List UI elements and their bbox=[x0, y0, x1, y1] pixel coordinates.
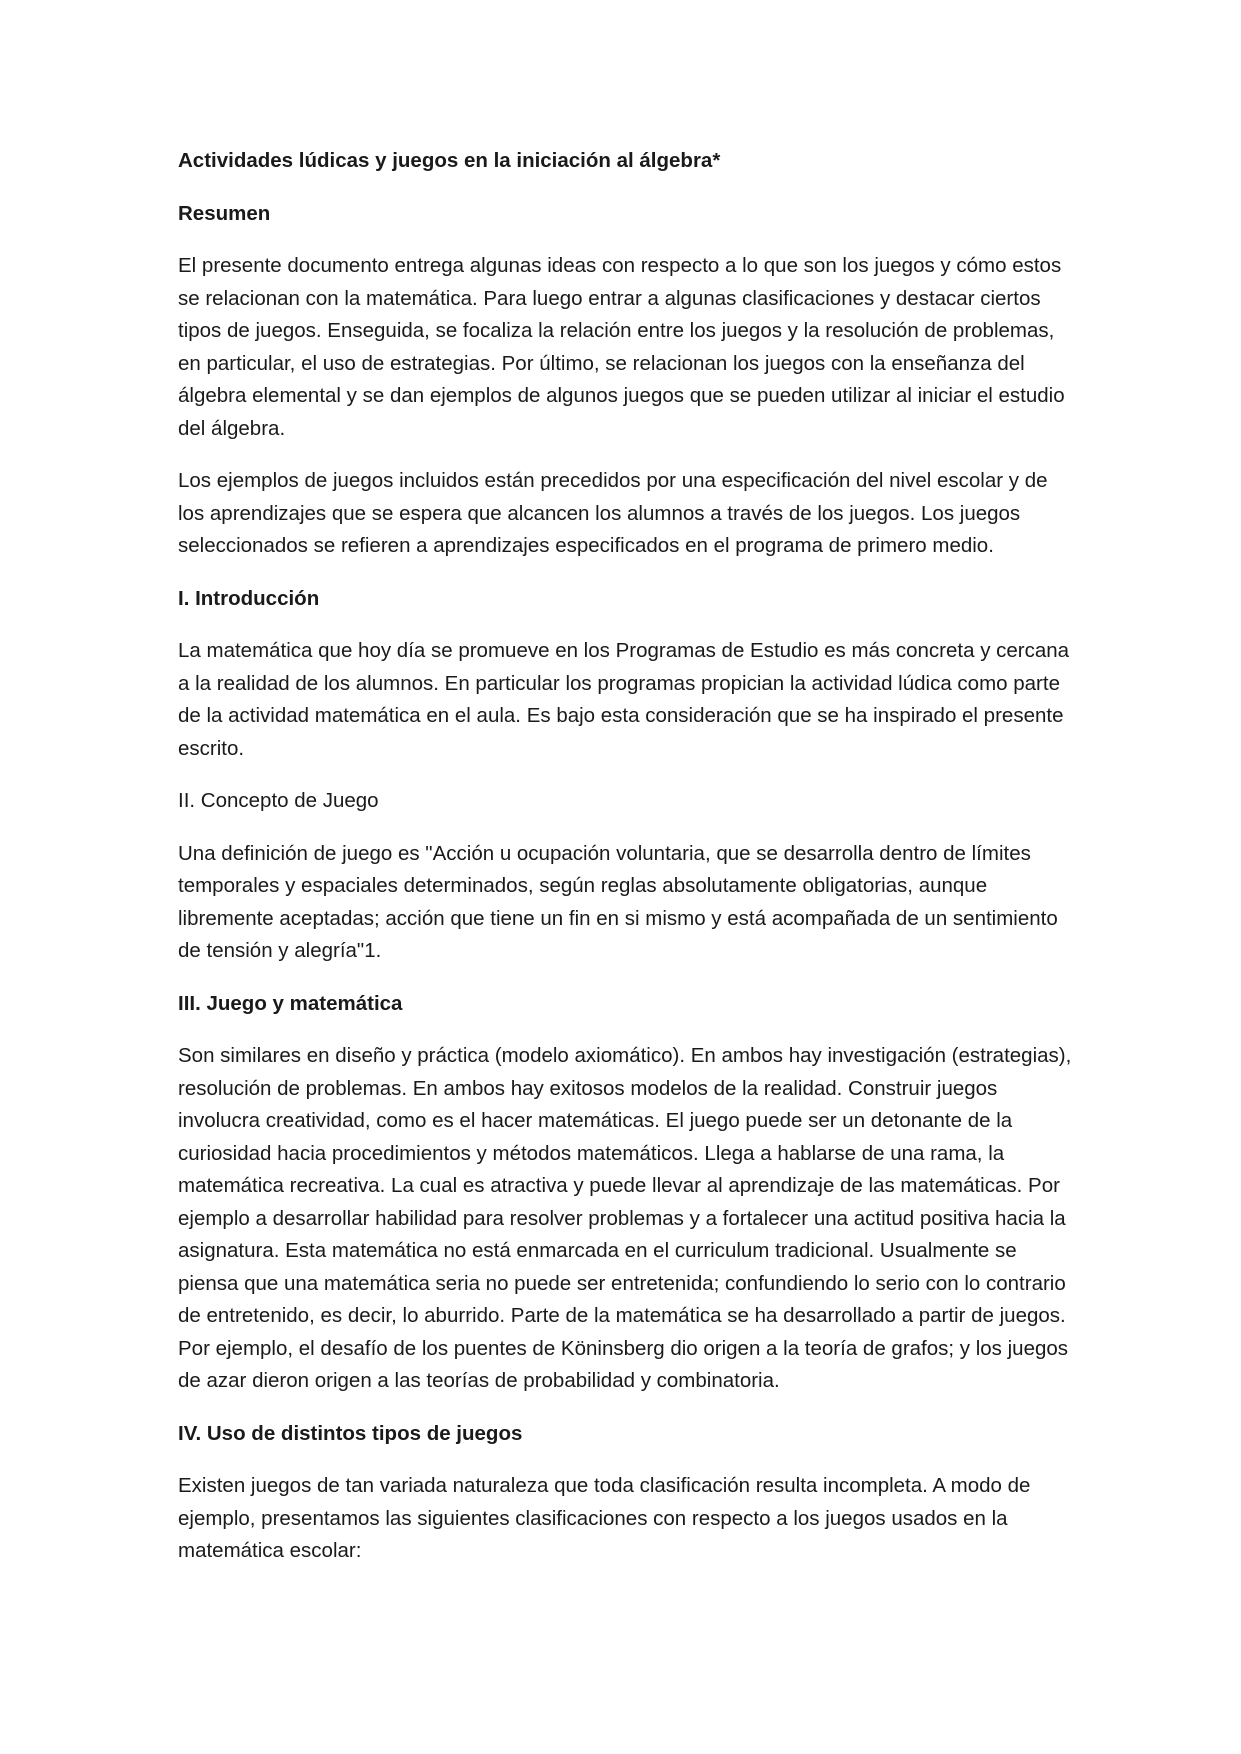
section-juego-matematica-heading: III. Juego y matemática bbox=[178, 991, 403, 1015]
section-introduccion-paragraph: La matemática que hoy día se promueve en los Programas de Estudio es más concreta y cercana a la realidad de los alumnos. En particular los programas propician la actividad lúdica como parte de la actividad matemática en el aula. Es bajo esta consideración que se ha inspirado el presente escrito. bbox=[178, 639, 1070, 760]
resumen-paragraph-1: El presente documento entrega algunas ideas con respecto a lo que son los juegos y cómo estos se relacionan con la matemática. Para luego entrar a algunas clasificaciones y destacar ciertos tipos de juegos. Enseguida, se focaliza la relación entre los juegos y la resolución de problemas, en particular, el uso de estrategias. Por último, se relacionan los juegos con la enseñanza del álgebra elemental y se dan ejemplos de algunos juegos que se pueden utilizar al iniciar el estudio del álgebra. bbox=[178, 254, 1065, 440]
resumen-paragraph-2: Los ejemplos de juegos incluidos están precedidos por una especificación del nivel escolar y de los aprendizajes que se espera que alcancen los alumnos a través de los juegos. Los juegos seleccionados se refieren a aprendizajes especificados en el programa de primero medio. bbox=[178, 469, 1048, 557]
section-introduccion-heading: I. Introducción bbox=[178, 586, 320, 610]
section-tipos-juegos-paragraph: Existen juegos de tan variada naturaleza que toda clasificación resulta incompleta. A modo de ejemplo, presentamos las siguientes clasificaciones con respecto a los juegos usados en la matemática escolar: bbox=[178, 1474, 1031, 1562]
section-juego-matematica-paragraph: Son similares en diseño y práctica (modelo axiomático). En ambos hay investigación (estrategias), resolución de problemas. En ambos hay exitosos modelos de la realidad. Construir juegos involucra creatividad, como es el hacer matemáticas. El juego puede ser un detonante de la curiosidad hacia procedimientos y métodos matemáticos. Llega a hablarse de una rama, la matemática recreativa. La cual es atractiva y puede llevar al aprendizaje de las matemáticas. Por ejemplo a desarrollar habilidad para resolver problemas y a fortalecer una actitud positiva hacia la asignatura. Esta matemática no está enmarcada en el curriculum tradicional. Usualmente se piensa que una matemática seria no puede ser entretenida; confundiendo lo serio con lo contrario de entretenido, es decir, lo aburrido. Parte de la matemática se ha desarrollado a partir de juegos. Por ejemplo, el desafío de los puentes de Köninsberg dio origen a la teoría de grafos; y los juegos de azar dieron origen a las teorías de probabilidad y combinatoria. bbox=[178, 1044, 1072, 1392]
document-title: Actividades lúdicas y juegos en la iniciación al álgebra* bbox=[178, 149, 721, 172]
document-page bbox=[178, 145, 1078, 1588]
section-tipos-juegos-heading: IV. Uso de distintos tipos de juegos bbox=[178, 1421, 523, 1445]
section-concepto-paragraph: Una definición de juego es "Acción u ocupación voluntaria, que se desarrolla dentro de límites temporales y espaciales determinados, según reglas absolutamente obligatorias, aunque libremente aceptadas; acción que tiene un fin en si mismo y está acompañada de un sentimiento de tensión y alegría"1. bbox=[178, 841, 1058, 962]
resumen-heading: Resumen bbox=[178, 201, 271, 225]
section-concepto-heading: II. Concepto de Juego bbox=[178, 789, 379, 812]
